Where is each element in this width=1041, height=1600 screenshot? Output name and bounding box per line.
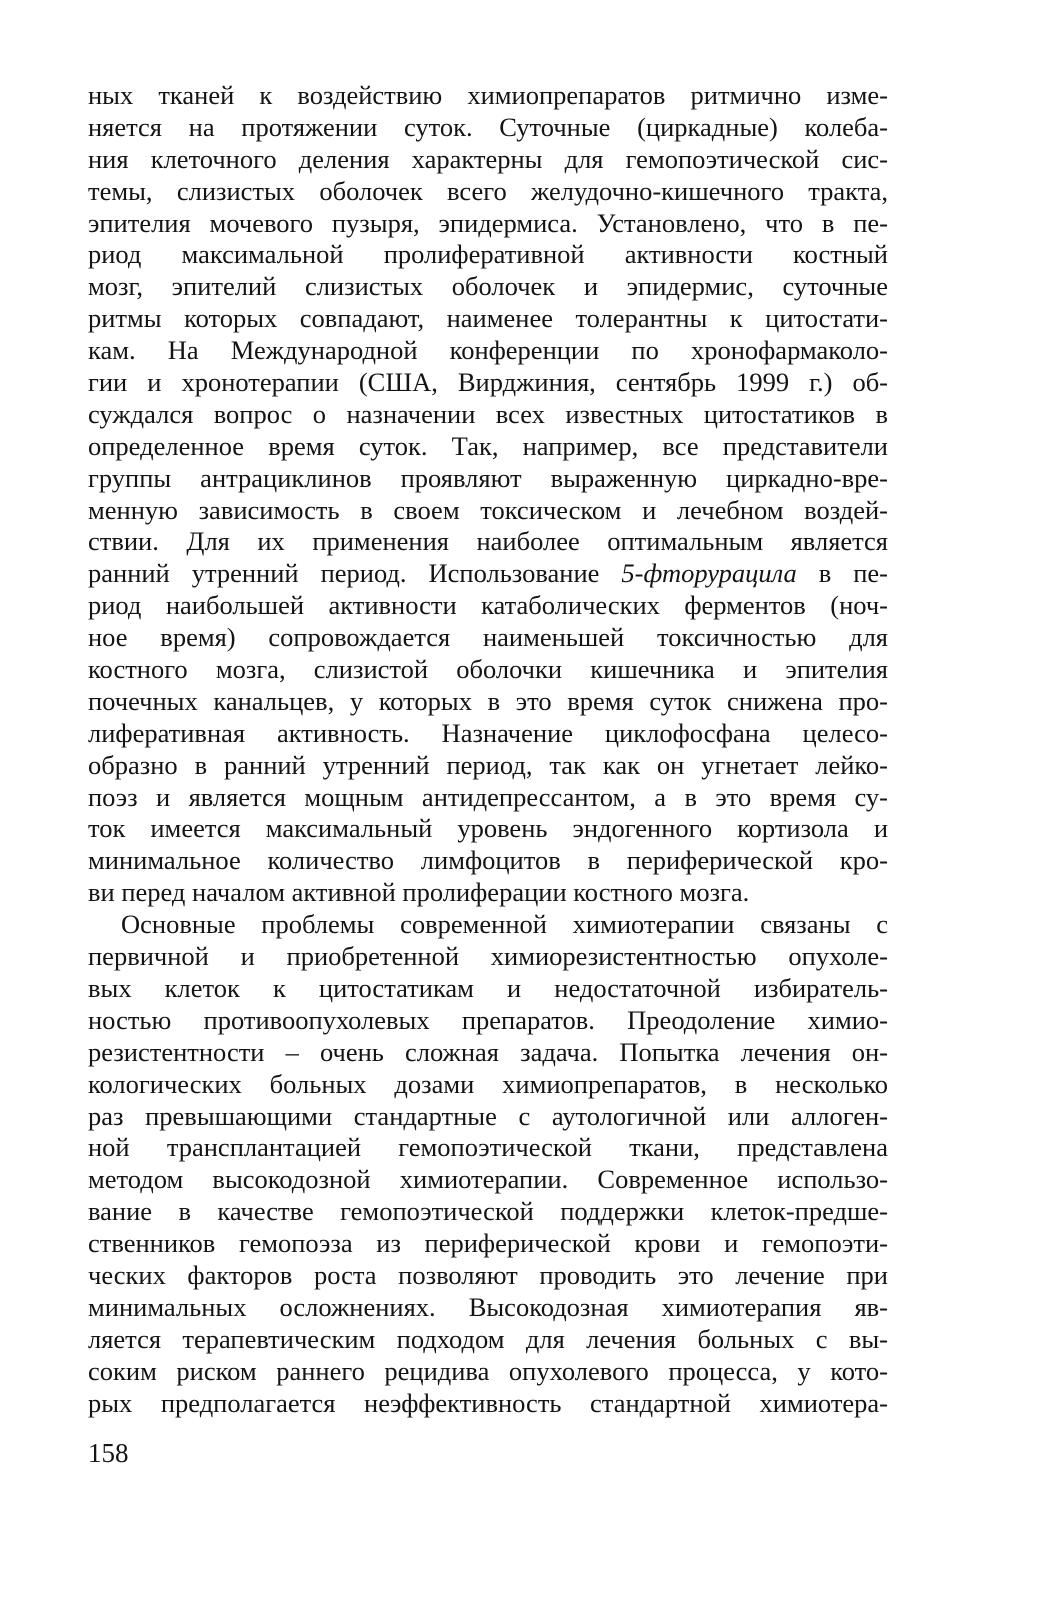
text-line: риод максимальной пролиферативной активности костный <box>88 239 888 270</box>
text-line: риод наибольшей активности катаболических ферментов (ноч- <box>88 590 888 621</box>
text-line: ляется терапевтическим подходом для лечения больных с вы- <box>88 1323 888 1354</box>
text-line: темы, слизистых оболочек всего желудочно-кишечного тракта, <box>88 175 888 206</box>
text-line: ритмы которых совпадают, наименее толерантны к цитостати- <box>88 303 888 334</box>
text-line: раз превышающими стандартные с аутологичной или аллоген- <box>88 1100 888 1131</box>
text-line: определенное время суток. Так, например, все представители <box>88 430 888 461</box>
text-line: ви перед началом активной пролиферации костного мозга. <box>88 877 750 908</box>
text-line: вание в качестве гемопоэтической поддержки клеток-предше- <box>88 1196 888 1227</box>
text-line: группы антрациклинов проявляют выраженную циркадно-вре- <box>88 462 888 493</box>
text-line: резистентности – очень сложная задача. Попытка лечения он- <box>88 1036 888 1067</box>
text-line: кологических больных дозами химиопрепаратов, в несколько <box>88 1068 888 1099</box>
text-line: ностью противоопухолевых препаратов. Преодоление химио- <box>88 1004 888 1035</box>
text-line: образно в ранний утренний период, так как он угнетает лейко- <box>88 749 888 780</box>
text-line: ственников гемопоэза из периферической крови и гемопоэти- <box>88 1228 888 1259</box>
paragraph-1 <box>88 80 888 909</box>
text-line: ческих факторов роста позволяют проводить это лечение при <box>88 1259 888 1290</box>
text-line: гии и хронотерапии (США, Вирджиния, сентябрь 1999 г.) об- <box>88 367 888 398</box>
text-line: соким риском раннего рецидива опухолевого процесса, у кото- <box>88 1355 888 1386</box>
text-line: ных тканей к воздействию химиопрепаратов ритмично изме- <box>88 80 888 110</box>
text-line: ранний утренний период. Использование 5-фторурацила в пе- <box>88 558 889 589</box>
text-line: няется на протяжении суток. Суточные (циркадные) колеба- <box>88 111 888 142</box>
text-line: мозг, эпителий слизистых оболочек и эпидермис, суточные <box>88 271 888 302</box>
text-line: лиферативная активность. Назначение циклофосфана целесо- <box>88 717 888 748</box>
text-line: вых клеток к цитостатикам и недостаточной избиратель- <box>88 972 888 1003</box>
text-line: эпителия мочевого пузыря, эпидермиса. Установлено, что в пе- <box>88 207 888 238</box>
page-number: 158 <box>88 1438 129 1468</box>
text-line: суждался вопрос о назначении всех известных цитостатиков в <box>88 398 888 429</box>
text-line: ния клеточного деления характерны для гемопоэтической сис- <box>88 143 888 174</box>
text-line: минимальное количество лимфоцитов в периферической кро- <box>88 845 888 876</box>
text-line: ток имеется максимальный уровень эндогенного кортизола и <box>88 813 888 844</box>
text-line: поэз и является мощным антидепрессантом, а в это время су- <box>88 781 888 812</box>
text-line: ной трансплантацией гемопоэтической ткани, представлена <box>88 1132 888 1163</box>
text-line: Основные проблемы современной химиотерапии связаны с <box>121 909 888 940</box>
text-line: ствии. Для их применения наиболее оптимальным является <box>88 526 888 557</box>
text-line: ное время) сопровождается наименьшей токсичностью для <box>88 622 888 653</box>
text-line: рых предполагается неэффективность стандартной химиотера- <box>88 1387 888 1418</box>
text-line: менную зависимость в своем токсическом и лечебном воздей- <box>88 494 888 525</box>
text-line: методом высокодозной химиотерапии. Современное использо- <box>88 1164 888 1195</box>
text-line: костного мозга, слизистой оболочки кишечника и эпителия <box>88 654 888 685</box>
text-line: минимальных осложнениях. Высокодозная химиотерапия яв- <box>88 1291 888 1322</box>
drug-name-emphasis: 5-фторурацила <box>621 558 797 589</box>
text-line: кам. На Международной конференции по хронофармаколо- <box>88 335 888 366</box>
page-body <box>88 80 888 1419</box>
text-line: почечных канальцев, у которых в это время суток снижена про- <box>88 685 888 716</box>
paragraph-2 <box>88 909 888 1419</box>
text-line: первичной и приобретенной химиорезистентностью опухоле- <box>88 941 888 972</box>
